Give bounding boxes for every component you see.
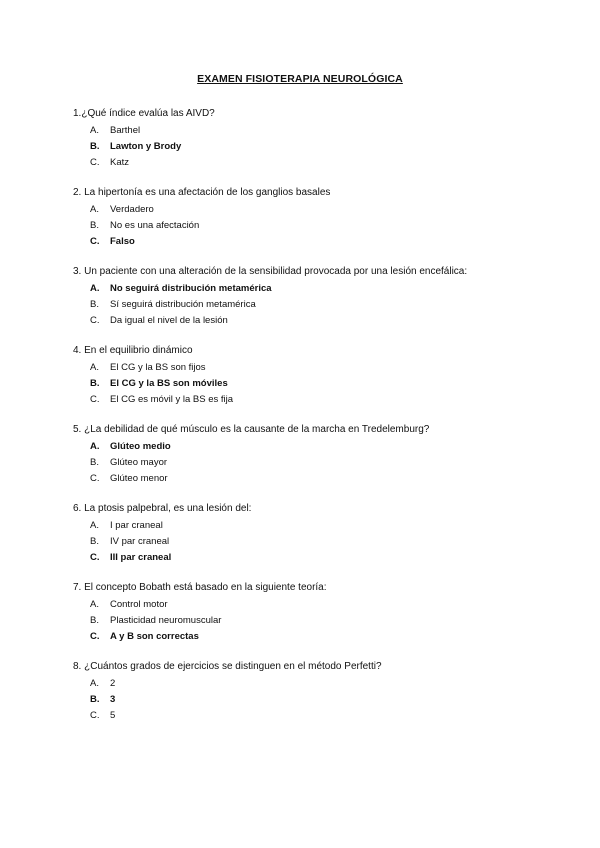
option-letter: C.	[90, 236, 100, 247]
option-letter: A.	[90, 678, 99, 689]
question-text: 3. Un paciente con una alteración de la sensibilidad provocada por una lesión encefálica:	[73, 266, 468, 277]
question-2	[73, 186, 573, 250]
option-text: No es una afectación	[110, 220, 200, 231]
option-letter: B.	[90, 694, 100, 705]
page-title: EXAMEN FISIOTERAPIA NEUROLÓGICA	[197, 73, 403, 85]
option-text: IV par craneal	[110, 536, 170, 547]
option-c	[73, 313, 573, 329]
option-letter: B.	[90, 220, 99, 231]
option-list	[73, 597, 573, 645]
option-text: Barthel	[110, 125, 141, 136]
option-text: Plasticidad neuromuscular	[110, 615, 222, 626]
question-text: 8. ¿Cuántos grados de ejercicios se distinguen en el método Perfetti?	[73, 661, 382, 672]
option-text: No seguirá distribución metamérica	[110, 283, 272, 294]
option-c	[73, 708, 573, 724]
option-letter: A.	[90, 520, 99, 531]
option-text: Lawton y Brody	[110, 141, 182, 152]
option-c	[73, 234, 573, 250]
option-letter: B.	[90, 378, 100, 389]
option-list	[73, 360, 573, 408]
option-text: Da igual el nivel de la lesión	[110, 315, 228, 326]
option-text: Katz	[110, 157, 130, 168]
option-letter: C.	[90, 710, 100, 721]
question-text: 7. El concepto Bobath está basado en la siguiente teoría:	[73, 582, 327, 593]
option-text: Glúteo mayor	[110, 457, 168, 468]
option-c	[73, 471, 573, 487]
option-text: 3	[110, 694, 116, 705]
option-letter: B.	[90, 457, 99, 468]
option-text: A y B son correctas	[110, 631, 199, 642]
option-text: Glúteo menor	[110, 473, 168, 484]
option-a	[73, 518, 573, 534]
option-letter: A.	[90, 125, 99, 136]
question-4	[73, 344, 573, 408]
question-6	[73, 502, 573, 566]
option-a	[73, 202, 573, 218]
option-text: III par craneal	[110, 552, 172, 563]
option-letter: C.	[90, 473, 100, 484]
option-text: 2	[110, 678, 116, 689]
option-text: El CG y la BS son móviles	[110, 378, 228, 389]
question-5	[73, 423, 573, 487]
option-letter: B.	[90, 141, 100, 152]
option-a	[73, 597, 573, 613]
option-text: Glúteo medio	[110, 441, 171, 452]
option-letter: C.	[90, 631, 100, 642]
option-list	[73, 123, 573, 171]
option-c	[73, 155, 573, 171]
option-list	[73, 439, 573, 487]
option-letter: A.	[90, 283, 100, 294]
option-list	[73, 676, 573, 724]
option-b	[73, 139, 573, 155]
option-text: 5	[110, 710, 116, 721]
question-8	[73, 660, 573, 724]
option-text: Control motor	[110, 599, 168, 610]
option-a	[73, 281, 573, 297]
option-b	[73, 692, 573, 708]
option-list	[73, 518, 573, 566]
question-text: 5. ¿La debilidad de qué músculo es la causante de la marcha en Tredelemburg?	[73, 424, 430, 435]
option-b	[73, 376, 573, 392]
option-text: El CG y la BS son fijos	[110, 362, 206, 373]
option-b	[73, 534, 573, 550]
question-text: 1.¿Qué índice evalúa las AIVD?	[73, 108, 215, 119]
option-c	[73, 392, 573, 408]
option-letter: A.	[90, 204, 99, 215]
option-letter: B.	[90, 299, 99, 310]
option-text: Verdadero	[110, 204, 154, 215]
option-b	[73, 613, 573, 629]
option-c	[73, 550, 573, 566]
option-letter: C.	[90, 552, 100, 563]
option-letter: B.	[90, 615, 99, 626]
option-letter: C.	[90, 157, 100, 168]
option-a	[73, 676, 573, 692]
question-1	[73, 107, 573, 171]
option-b	[73, 455, 573, 471]
option-text: Sí seguirá distribución metamérica	[110, 299, 256, 310]
question-7	[73, 581, 573, 645]
question-text: 2. La hipertonía es una afectación de los ganglios basales	[73, 187, 331, 198]
option-b	[73, 218, 573, 234]
option-a	[73, 123, 573, 139]
option-letter: C.	[90, 394, 100, 405]
option-a	[73, 439, 573, 455]
option-text: El CG es móvil y la BS es fija	[110, 394, 234, 405]
option-list	[73, 281, 573, 329]
option-list	[73, 202, 573, 250]
option-letter: A.	[90, 441, 100, 452]
option-c	[73, 629, 573, 645]
option-letter: A.	[90, 362, 99, 373]
option-a	[73, 360, 573, 376]
option-text: I par craneal	[110, 520, 163, 531]
option-letter: B.	[90, 536, 99, 547]
question-text: 6. La ptosis palpebral, es una lesión del:	[73, 503, 252, 514]
option-letter: A.	[90, 599, 99, 610]
question-text: 4. En el equilibrio dinámico	[73, 345, 193, 356]
question-3	[73, 265, 573, 329]
option-letter: C.	[90, 315, 100, 326]
option-b	[73, 297, 573, 313]
option-text: Falso	[110, 236, 135, 247]
